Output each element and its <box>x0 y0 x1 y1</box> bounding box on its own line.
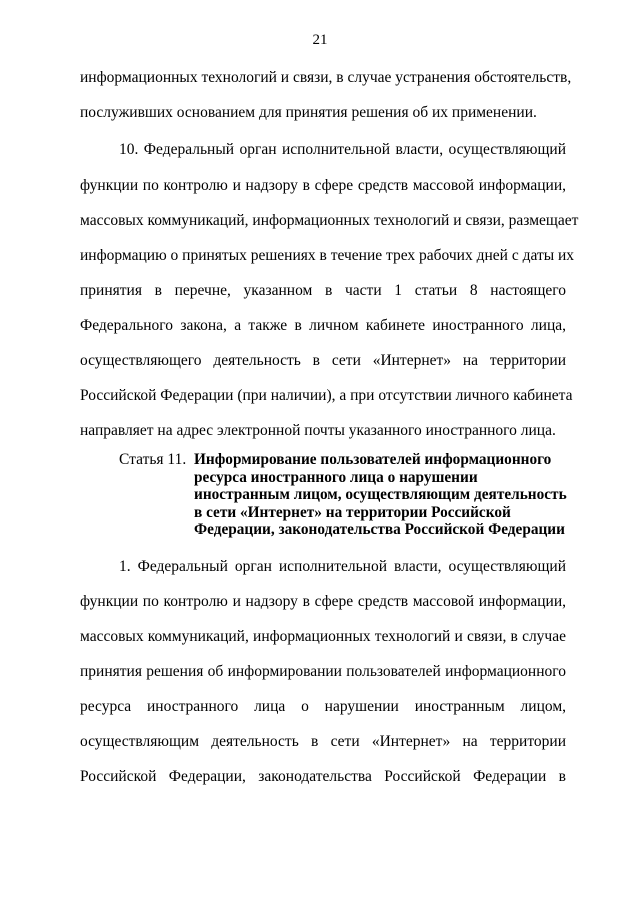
article-title-line: в сети «Интернет» на территории Российской <box>194 503 511 521</box>
paragraph-line: принятия в перечне, указанном в части 1 статьи 8 настоящего <box>80 282 566 299</box>
paragraph-line: направляет на адрес электронной почты указанного иностранного лица. <box>80 422 556 439</box>
paragraph-line: ресурса иностранного лица о нарушении иностранным лицом, <box>80 698 566 715</box>
paragraph-line: послуживших основанием для принятия решения об их применении. <box>80 104 537 121</box>
paragraph-line: Российской Федерации (при наличии), а при отсутствии личного кабинета <box>80 387 573 404</box>
paragraph-line: осуществляющим деятельность в сети «Интернет» на территории <box>80 733 566 750</box>
article-title-line: иностранным лицом, осуществляющим деятельность <box>194 486 567 503</box>
paragraph-line: информационных технологий и связи, в случае устранения обстоятельств, <box>80 69 572 86</box>
paragraph-line: Российской Федерации, законодательства Российской Федерации в <box>80 768 566 785</box>
paragraph-line: принятия решения об информировании пользователей информационного <box>80 663 566 680</box>
paragraph-line: функции по контролю и надзору в сфере средств массовой информации, <box>80 593 566 610</box>
paragraph-line: 1. Федеральный орган исполнительной власти, осуществляющий <box>119 558 566 575</box>
paragraph-line: осуществляющего деятельность в сети «Интернет» на территории <box>80 352 566 369</box>
article-title <box>194 451 566 539</box>
paragraph-line: функции по контролю и надзору в сфере средств массовой информации, <box>80 177 566 194</box>
article-title-line: Федерации, законодательства Российской Федерации <box>194 521 565 538</box>
paragraph-line: информацию о принятых решениях в течение трех рабочих дней с даты их <box>80 247 575 264</box>
article-title-line: ресурса иностранного лица о нарушении <box>194 468 478 486</box>
article-title-line: Информирование пользователей информационного <box>194 451 552 468</box>
paragraph-line: Федерального закона, а также в личном кабинете иностранного лица, <box>80 317 566 334</box>
page-number: 21 <box>312 32 328 48</box>
article-label: Статья 11. <box>119 451 187 468</box>
paragraph-line: массовых коммуникаций, информационных технологий и связи, размещает <box>80 212 579 229</box>
paragraph-line: 10. Федеральный орган исполнительной власти, осуществляющий <box>119 141 566 158</box>
paragraph-line: массовых коммуникаций, информационных технологий и связи, в случае <box>80 628 566 645</box>
